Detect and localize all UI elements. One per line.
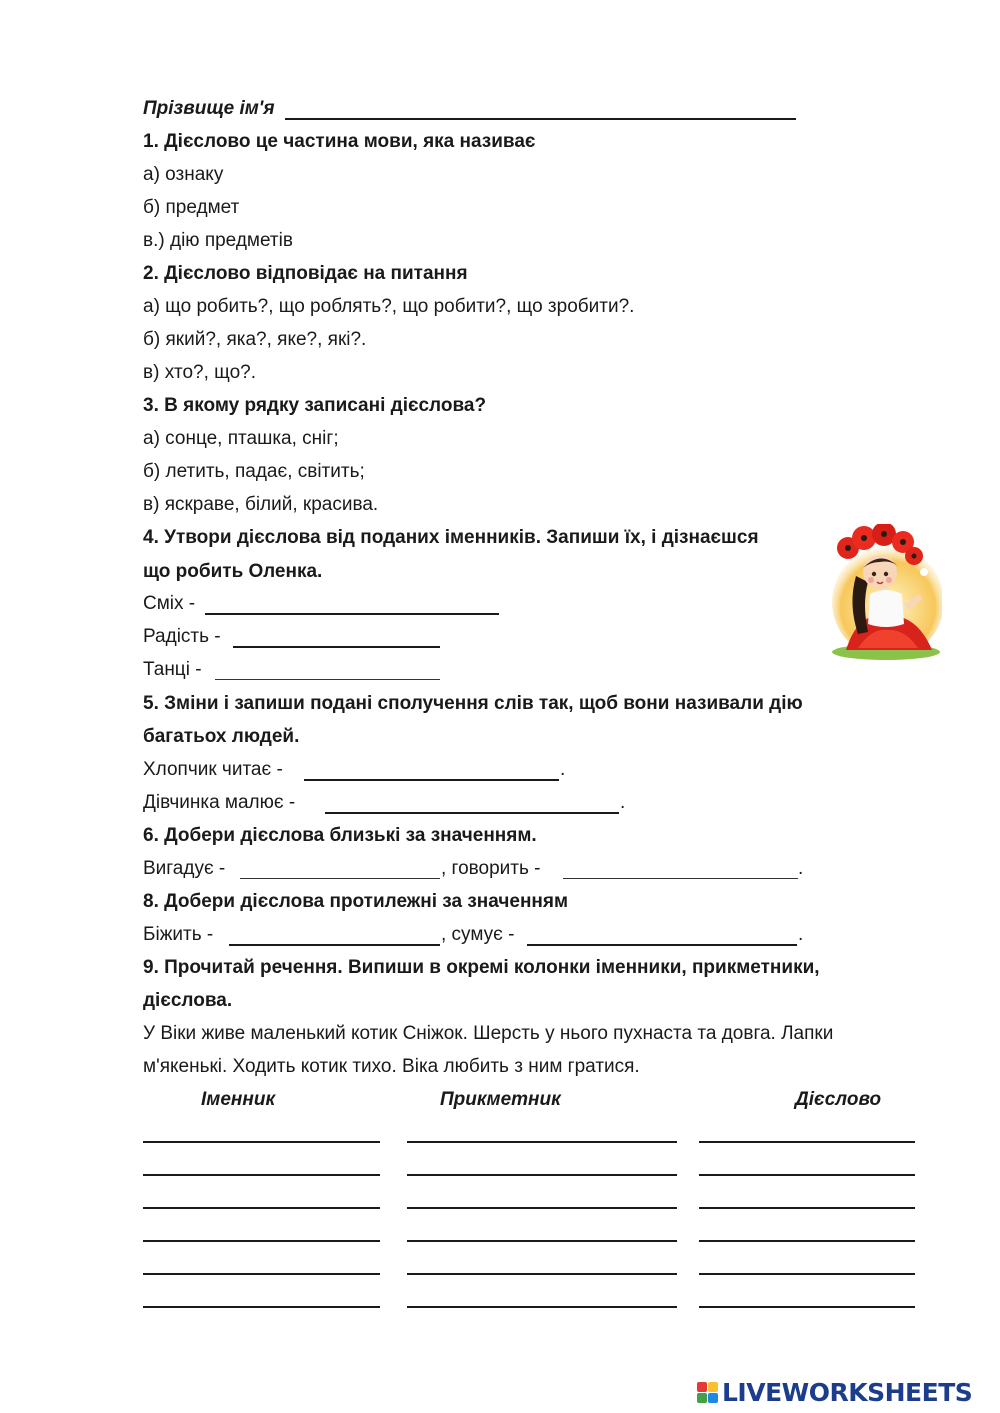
verb-answer-line[interactable] (699, 1174, 915, 1176)
verb-answer-line[interactable] (699, 1306, 915, 1308)
logo-squares-icon (697, 1382, 718, 1403)
verb-answer-line[interactable] (699, 1141, 915, 1143)
column-header-adjective: Прикметник (440, 1089, 561, 1110)
noun-answer-line[interactable] (143, 1306, 380, 1308)
adjective-answer-line[interactable] (407, 1207, 677, 1209)
column-header-verb: Дієслово (795, 1089, 882, 1110)
q5-phrase-1: Хлопчик читає - (143, 759, 283, 780)
girl-illustration (828, 524, 942, 660)
q9-text-line1: У Віки живе маленький котик Сніжок. Шерсть у нього пухнаста та довга. Лапки (143, 1023, 834, 1044)
name-label: Прізвище ім'я (143, 98, 275, 119)
q6-word-2: , говорить - (441, 858, 541, 879)
verb-answer-line[interactable] (699, 1207, 915, 1209)
q4-answer-1[interactable] (205, 613, 499, 615)
q9-title-line2: дієслова. (143, 990, 233, 1011)
q2-option-b[interactable]: б) який?, яка?, яке?, які?. (143, 329, 367, 350)
q6-period: . (798, 858, 804, 879)
q8-word-1: Біжить - (143, 924, 214, 945)
q6-title: 6. Добери дієслова близькі за значенням. (143, 825, 537, 846)
q5-answer-2[interactable] (325, 812, 619, 814)
q6-word-1: Вигадує - (143, 858, 226, 879)
noun-answer-line[interactable] (143, 1141, 380, 1143)
adjective-answer-line[interactable] (407, 1174, 677, 1176)
column-header-noun: Іменник (201, 1089, 276, 1110)
noun-answer-line[interactable] (143, 1174, 380, 1176)
liveworksheets-logo[interactable] (697, 1377, 972, 1407)
q5-answer-1[interactable] (304, 779, 559, 781)
q4-title-line1: 4. Утвори дієслова від поданих іменників. Запиши їх, і дізнаєшся (143, 527, 759, 548)
verb-answer-line[interactable] (699, 1240, 915, 1242)
q6-answer-1[interactable] (240, 878, 440, 879)
q8-answer-2[interactable] (527, 944, 797, 946)
adjective-answer-line[interactable] (407, 1141, 677, 1143)
q3-title: 3. В якому рядку записані дієслова? (143, 395, 487, 416)
noun-answer-line[interactable] (143, 1273, 380, 1275)
name-field[interactable] (285, 118, 796, 120)
q4-word-2: Радість - (143, 626, 221, 647)
q8-word-2: , сумує - (441, 924, 515, 945)
adjective-answer-line[interactable] (407, 1306, 677, 1308)
q1-option-a[interactable]: а) ознаку (143, 164, 224, 185)
q4-title-line2: що робить Оленка. (143, 561, 323, 582)
q8-answer-1[interactable] (229, 944, 440, 946)
q8-title: 8. Добери дієслова протилежні за значенням (143, 891, 569, 912)
q1-option-c[interactable]: в.) дію предметів (143, 230, 293, 251)
q3-option-c[interactable]: в) яскраве, білий, красива. (143, 494, 379, 515)
adjective-answer-line[interactable] (407, 1273, 677, 1275)
q9-text-line2: м'якенькі. Ходить котик тихо. Віка любить з ним гратися. (143, 1056, 640, 1077)
q2-option-a[interactable]: а) що робить?, що роблять?, що робити?, що зробити?. (143, 296, 635, 317)
q5-period-1: . (560, 759, 566, 780)
q5-phrase-2: Дівчинка малює - (143, 792, 296, 813)
q6-answer-2[interactable] (563, 878, 798, 879)
q1-option-b[interactable]: б) предмет (143, 197, 240, 218)
q5-title-line2: багатьох людей. (143, 726, 300, 747)
q1-title: 1. Дієслово це частина мови, яка називає (143, 131, 536, 152)
q2-title: 2. Дієслово відповідає на питання (143, 263, 468, 284)
q9-title-line1: 9. Прочитай речення. Випиши в окремі колонки іменники, прикметники, (143, 957, 820, 978)
q3-option-b[interactable]: б) летить, падає, світить; (143, 461, 365, 482)
logo-text: LIVEWORKSHEETS (722, 1377, 973, 1407)
q8-period: . (798, 924, 804, 945)
q4-word-3: Танці - (143, 659, 202, 680)
verb-answer-line[interactable] (699, 1273, 915, 1275)
q2-option-c[interactable]: в) хто?, що?. (143, 362, 256, 383)
q4-word-1: Сміх - (143, 593, 196, 614)
q4-answer-2[interactable] (233, 646, 440, 648)
q4-answer-3[interactable] (215, 679, 440, 680)
q3-option-a[interactable]: а) сонце, пташка, сніг; (143, 428, 339, 449)
q5-period-2: . (620, 792, 626, 813)
q5-title-line1: 5. Зміни і запиши подані сполучення слів так, щоб вони називали дію (143, 693, 803, 714)
noun-answer-line[interactable] (143, 1240, 380, 1242)
noun-answer-line[interactable] (143, 1207, 380, 1209)
adjective-answer-line[interactable] (407, 1240, 677, 1242)
